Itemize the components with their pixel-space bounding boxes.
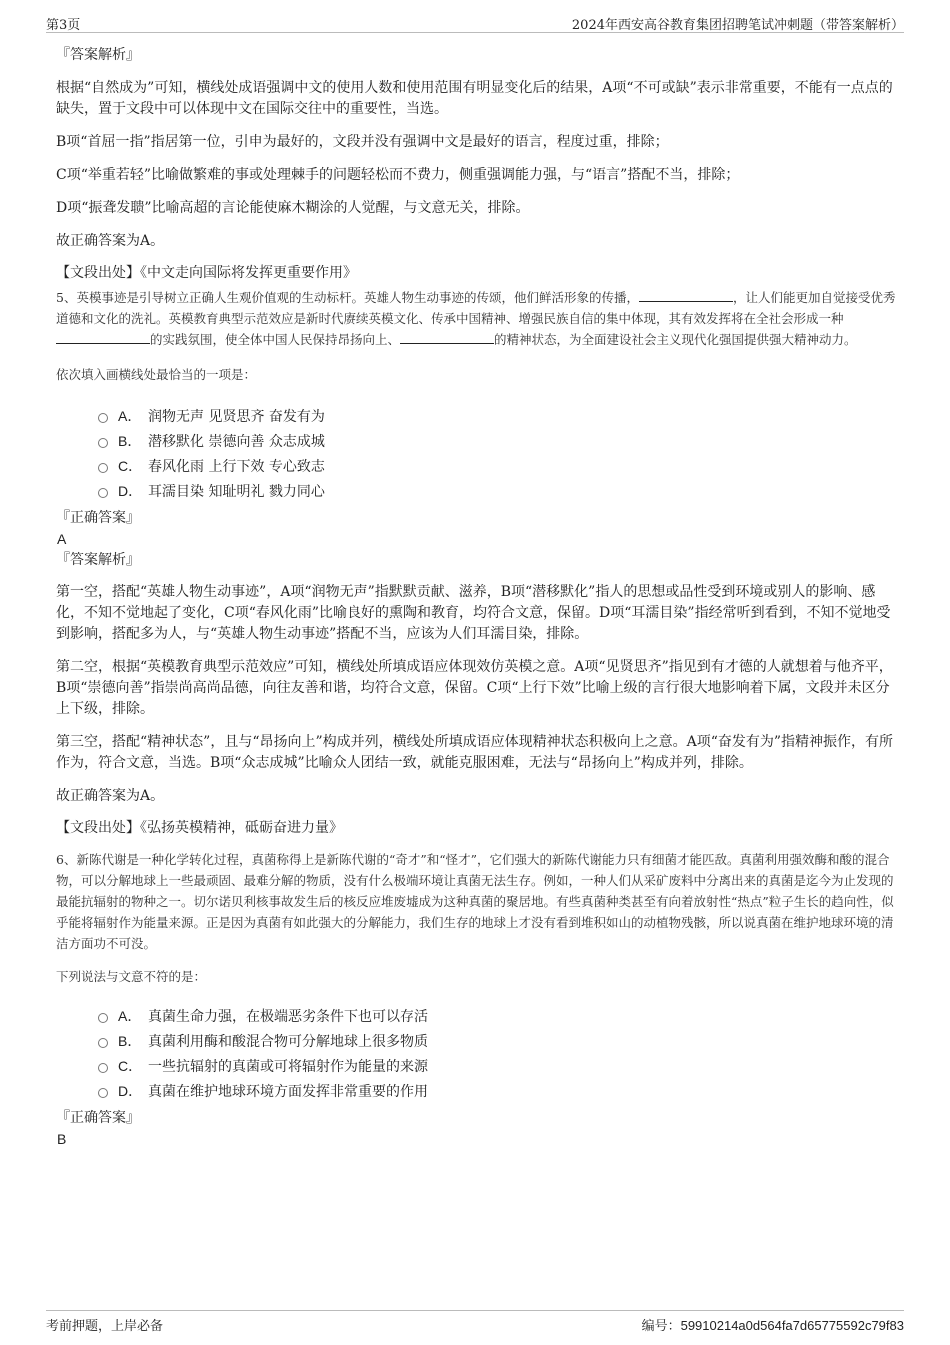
q5-prompt: 依次填入画横线处最恰当的一项是：: [56, 367, 257, 382]
q4-analysis-p3: C项“举重若轻”比喻做繁难的事或处理棘手的问题轻松而不费力，侧重强调能力强，与“语言”搭配不当，排除；: [56, 167, 740, 183]
q5-option-d[interactable]: D． 耳濡目染 知耻明礼 戮力同心: [56, 478, 896, 503]
q5-answer-tag: 『正确答案』: [56, 510, 140, 526]
q6-answer-tag: 『正确答案』: [56, 1110, 140, 1126]
page-content: [56, 44, 896, 1149]
q6-option-d[interactable]: D． 真菌在维护地球环境方面发挥非常重要的作用: [56, 1078, 896, 1103]
q5-blank-1: [639, 289, 733, 302]
q6-answer: B: [57, 1131, 67, 1147]
q4-analysis-p4: D项“振聋发聩”比喻高超的言论能使麻木糊涂的人觉醒，与文意无关，排除。: [56, 200, 530, 216]
q5-option-c[interactable]: C． 春风化雨 上行下效 专心致志: [56, 453, 896, 478]
q6-option-a[interactable]: A． 真菌生命力强，在极端恶劣条件下也可以存活: [56, 1003, 896, 1028]
page-footer: [46, 1310, 904, 1334]
q4-analysis-tag: 『答案解析』: [56, 47, 140, 63]
q4-analysis-p2: B项“首屈一指”指居第一位，引申为最好的，文段并没有强调中文是最好的语言，程度过重，排除；: [56, 134, 669, 150]
q5-options: [56, 403, 896, 503]
radio-icon[interactable]: [98, 1088, 108, 1098]
q5-option-a[interactable]: A． 润物无声 见贤思齐 奋发有为: [56, 403, 896, 428]
q5-analysis-conclusion: 故正确答案为A。: [56, 788, 165, 804]
q5-blank-2: [56, 331, 150, 344]
radio-icon[interactable]: [98, 463, 108, 473]
q5-analysis-p3: 第三空，搭配“精神状态”，且与“昂扬向上”构成并列，横线处所填成语应体现精神状态积极向上之意。A项“奋发有为”指精神振作，有所作为，符合文意，当选。B项“众志成城”比喻众人团结一致，就能克服困难，无法与“昂扬向上”构成并列，排除。: [56, 734, 894, 771]
q6-prompt: 下列说法与文意不符的是：: [56, 969, 207, 984]
q6-stem: 6、新陈代谢是一种化学转化过程，真菌称得上是新陈代谢的“奇才”和“怪才”，它们强大的新陈代谢能力只有细菌才能匹敌。真菌利用强效酶和酸的混合物，可以分解地球上一些最顽固、最难分解的物质，没有什么极端环境让真菌无法生存。例如，一种人们从采矿废料中分离出来的真菌是迄今为止发现的最能抗辐射的物种之一。切尔诺贝利核事故发生后的核反应堆废墟成为这种真菌的聚居地。有些真菌种类甚至有向着放射性“热点”粒子生长的趋向性，似乎能将辐射作为能量来源。正是因为真菌有如此强大的分解能力，我们生存的地球上才没有看到堆积如山的动植物残骸，所以说真菌在维护地球环境的清洁方面功不可没。: [56, 852, 894, 951]
page-header: [46, 14, 904, 33]
q5-analysis-tag: 『答案解析』: [56, 552, 140, 568]
footer-code: 编号：59910214a0d564fa7d65775592c79f83: [641, 1318, 904, 1334]
q6-option-b[interactable]: B． 真菌利用酶和酸混合物可分解地球上很多物质: [56, 1028, 896, 1053]
radio-icon[interactable]: [98, 438, 108, 448]
q6-option-c[interactable]: C． 一些抗辐射的真菌或可将辐射作为能量的来源: [56, 1053, 896, 1078]
q5-source: 【文段出处】《弘扬英模精神，砥砺奋进力量》: [56, 820, 343, 836]
q5-option-b[interactable]: B． 潜移默化 崇德向善 众志成城: [56, 428, 896, 453]
page-number: 第3页: [46, 18, 81, 33]
document-title: 2024年西安高谷教育集团招聘笔试冲刺题（带答案解析）: [571, 18, 904, 33]
q5-analysis-p1: 第一空，搭配“英雄人物生动事迹”，A项“润物无声”指默默贡献、滋养，B项“潜移默化”指人的思想或品性受到环境或别人的影响、感化，不知不觉地起了变化，C项“春风化雨”比喻良好的熏陶和教育，均符合文意，保留。D项“耳濡目染”指经常听到看到，不知不觉地受到影响，搭配多为人，与“英雄人物生动事迹”搭配不当，应该为人们耳濡目染，排除。: [56, 584, 891, 642]
footer-slogan: 考前押题，上岸必备: [46, 1319, 164, 1334]
q5-stem: 5、英模事迹是引导树立正确人生观价值观的生动标杆。英雄人物生动事迹的传颂，他们鲜活形象的传播， ，让人们能更加自觉接受优秀道德和文化的洗礼。英模教育典型示范效应是新时代赓续英模文化、传承中国精神、增强民族自信的集中体现，其有效发挥将在全社会形成一种的实践氛围，使全体中国人民保持昂扬向上、 的精神状态，为全面建设社会主义现代化强国提供强大精神动力。: [56, 290, 896, 347]
q5-analysis-p2: 第二空，根据“英模教育典型示范效应”可知，横线处所填成语应体现效仿英模之意。A项“见贤思齐”指见到有才德的人就想着与他齐平，B项“崇德向善”指崇尚高尚品德，向往友善和谐，均符合文意，保留。C项“上行下效”比喻上级的言行很大地影响着下属，文段并未区分上下级，排除。: [56, 659, 893, 717]
q5-answer: A: [57, 531, 67, 547]
q4-analysis-p1: 根据“自然成为”可知，横线处成语强调中文的使用人数和使用范围有明显变化后的结果，A项“不可或缺”表示非常重要，不能有一点点的缺失，置于文段中可以体现中文在国际交往中的重要性，当选。: [56, 80, 893, 117]
radio-icon[interactable]: [98, 413, 108, 423]
q4-source: 【文段出处】《中文走向国际将发挥更重要作用》: [56, 265, 357, 281]
radio-icon[interactable]: [98, 1063, 108, 1073]
radio-icon[interactable]: [98, 488, 108, 498]
q5-blank-3: [400, 331, 494, 344]
radio-icon[interactable]: [98, 1013, 108, 1023]
q4-analysis-conclusion: 故正确答案为A。: [56, 233, 165, 249]
radio-icon[interactable]: [98, 1038, 108, 1048]
q6-options: [56, 1003, 896, 1103]
